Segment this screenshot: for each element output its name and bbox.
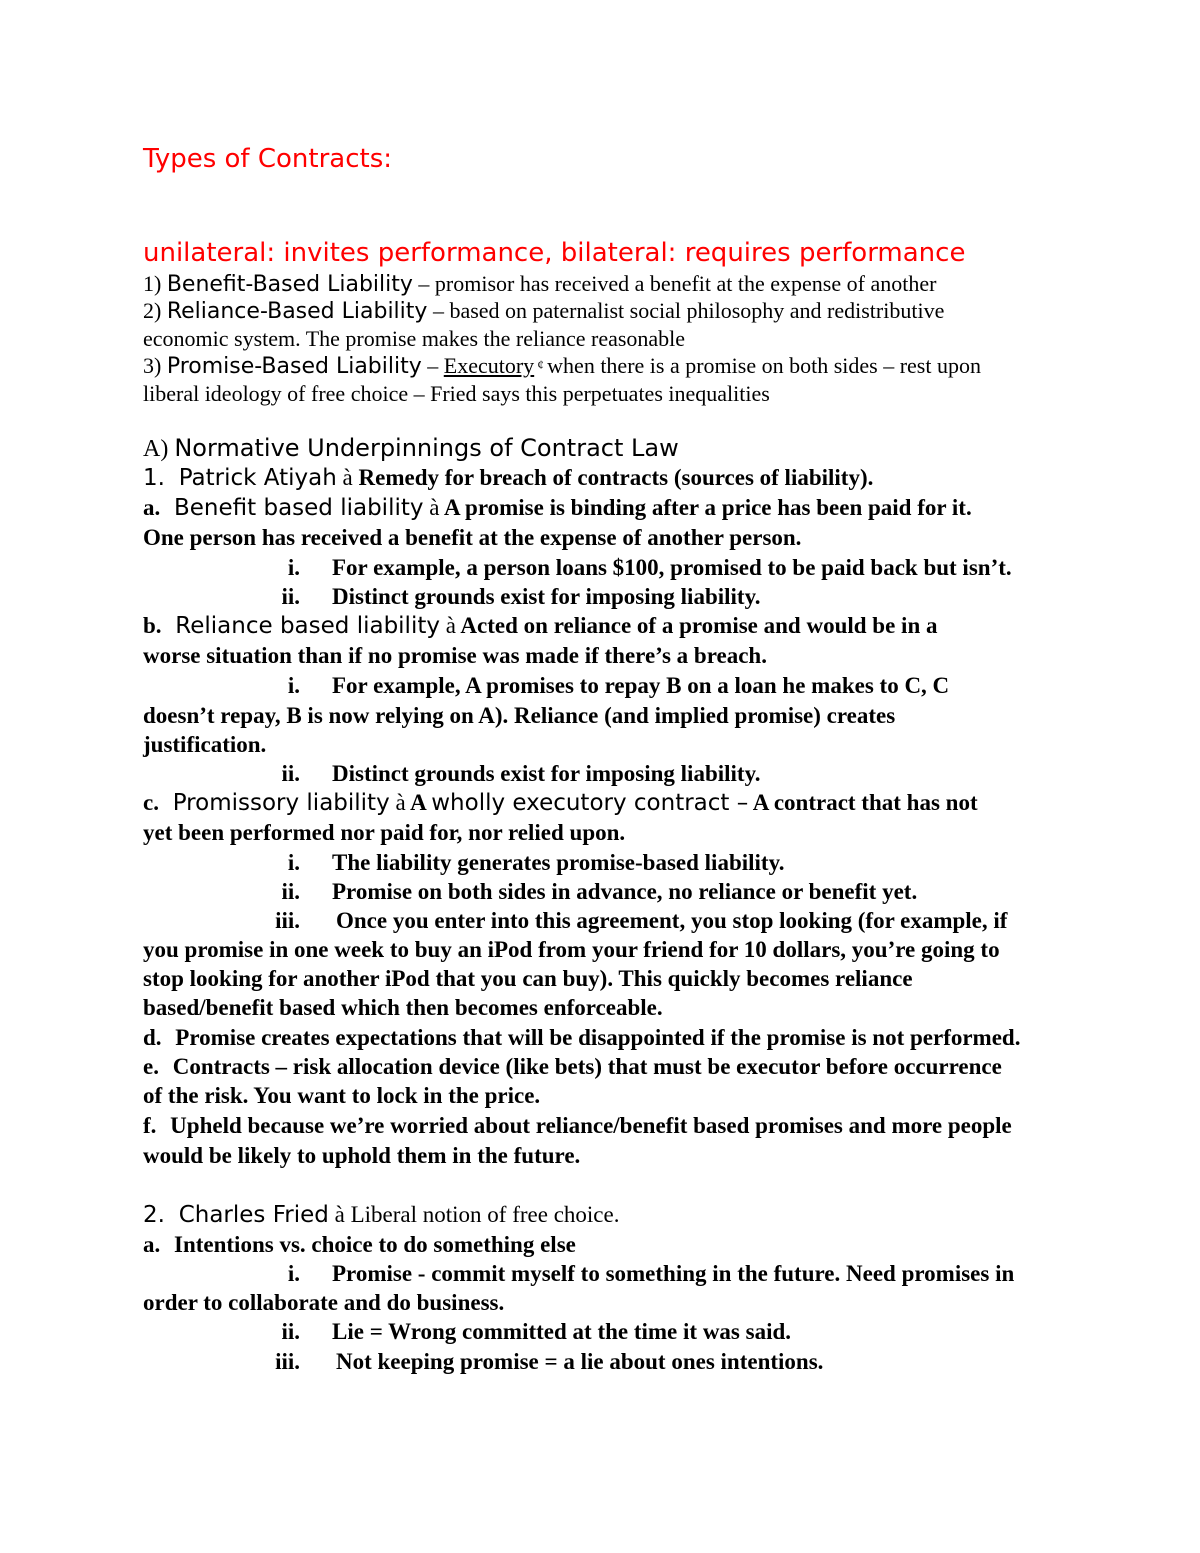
item-1c-iii-continuation-3: based/benefit based which then becomes enforceable. (143, 995, 663, 1020)
intro-item-3-continuation: liberal ideology of free choice – Fried says this perpetuates inequalities (143, 381, 770, 406)
item-1b-continuation: worse situation than if no promise was made if there’s a breach. (143, 643, 767, 668)
intro-item-1-heading: Benefit-Based Liability (166, 272, 413, 297)
item-1f: f. Upheld because we’re worried about reliance/benefit based promises and more people (143, 1113, 1012, 1138)
item-1b-i-continuation-1: doesn’t repay, B is now relying on A). Reliance (and implied promise) creates (143, 703, 896, 728)
item-1a-continuation: One person has received a benefit at the expense of another person. (143, 525, 802, 550)
item-1a: a. Benefit based liability à A promise is binding after a price has been paid for it. (143, 495, 972, 521)
item-1c: c. Promissory liability à A wholly executory contract – A contract that has not (143, 790, 978, 816)
document-title: Types of Contracts: (143, 144, 393, 174)
intro-item-2-continuation: economic system. The promise makes the reliance reasonable (143, 326, 686, 351)
item-1c-continuation: yet been performed nor paid for, nor relied upon. (143, 820, 626, 845)
intro-item-1: 1) Benefit-Based Liability – promisor has received a benefit at the expense of another (143, 271, 937, 297)
item-1c-i: i. The liability generates promise-based liability. (287, 850, 785, 875)
intro-item-2-heading: Reliance-Based Liability (166, 299, 428, 324)
author-name-fried: Charles Fried (178, 1202, 329, 1228)
cent-symbol: ¢ (534, 357, 548, 372)
author-name-atiyah: Patrick Atiyah (178, 465, 337, 491)
section-1-heading: 1. Patrick Atiyah à Remedy for breach of contracts (sources of liability). (143, 465, 874, 491)
item-1a-i: i. For example, a person loans $100, promised to be paid back but isn’t. (287, 555, 1012, 580)
item-1e-continuation: of the risk. You want to lock in the price. (143, 1083, 541, 1108)
item-2a-i-continuation: order to collaborate and do business. (143, 1290, 505, 1315)
item-1a-ii: ii. Distinct grounds exist for imposing liability. (281, 584, 761, 609)
item-1e: e. Contracts – risk allocation device (like bets) that must be executor before occurrence (143, 1054, 1002, 1079)
item-1c-ii: ii. Promise on both sides in advance, no reliance or benefit yet. (281, 879, 918, 904)
item-1b-i: i. For example, A promises to repay B on a loan he makes to C, C (287, 673, 950, 698)
item-1c-iii: iii. Once you enter into this agreement, you stop looking (for example, if (275, 908, 1008, 933)
item-2a: a. Intentions vs. choice to do something else (143, 1232, 576, 1257)
item-1d: d. Promise creates expectations that will be disappointed if the promise is not performed. (143, 1025, 1021, 1050)
intro-item-3-heading: Promise-Based Liability (166, 354, 422, 379)
executory-term: Executory (443, 353, 535, 378)
item-2a-i: i. Promise - commit myself to something in the future. Need promises in (287, 1261, 1015, 1286)
item-2a-ii: ii. Lie = Wrong committed at the time it was said. (281, 1319, 792, 1344)
item-2a-iii: iii. Not keeping promise = a lie about ones intentions. (275, 1349, 824, 1374)
item-1c-iii-continuation-2: stop looking for another iPod that you can buy). This quickly becomes reliance (143, 966, 913, 991)
item-1b-i-continuation-2: justification. (143, 732, 267, 757)
section-a-heading: A) Normative Underpinnings of Contract Law (143, 434, 679, 462)
wholly-executory-contract-term: wholly executory contract – (431, 790, 749, 816)
item-1f-continuation: would be likely to uphold them in the future. (143, 1143, 581, 1168)
section-2-heading: 2. Charles Fried à Liberal notion of free choice. (143, 1202, 620, 1228)
item-1b: b. Reliance based liability à Acted on reliance of a promise and would be in a (143, 613, 938, 639)
intro-item-2: 2) Reliance-Based Liability – based on paternalist social philosophy and redistributive (143, 298, 945, 324)
item-1b-ii: ii. Distinct grounds exist for imposing liability. (281, 761, 761, 786)
item-1c-iii-continuation-1: you promise in one week to buy an iPod from your friend for 10 dollars, you’re going to (143, 937, 1000, 962)
document-subtitle: unilateral: invites performance, bilateral: requires performance (143, 238, 966, 268)
intro-item-3: 3) Promise-Based Liability – Executory ¢ when there is a promise on both sides – rest upon (143, 353, 981, 379)
